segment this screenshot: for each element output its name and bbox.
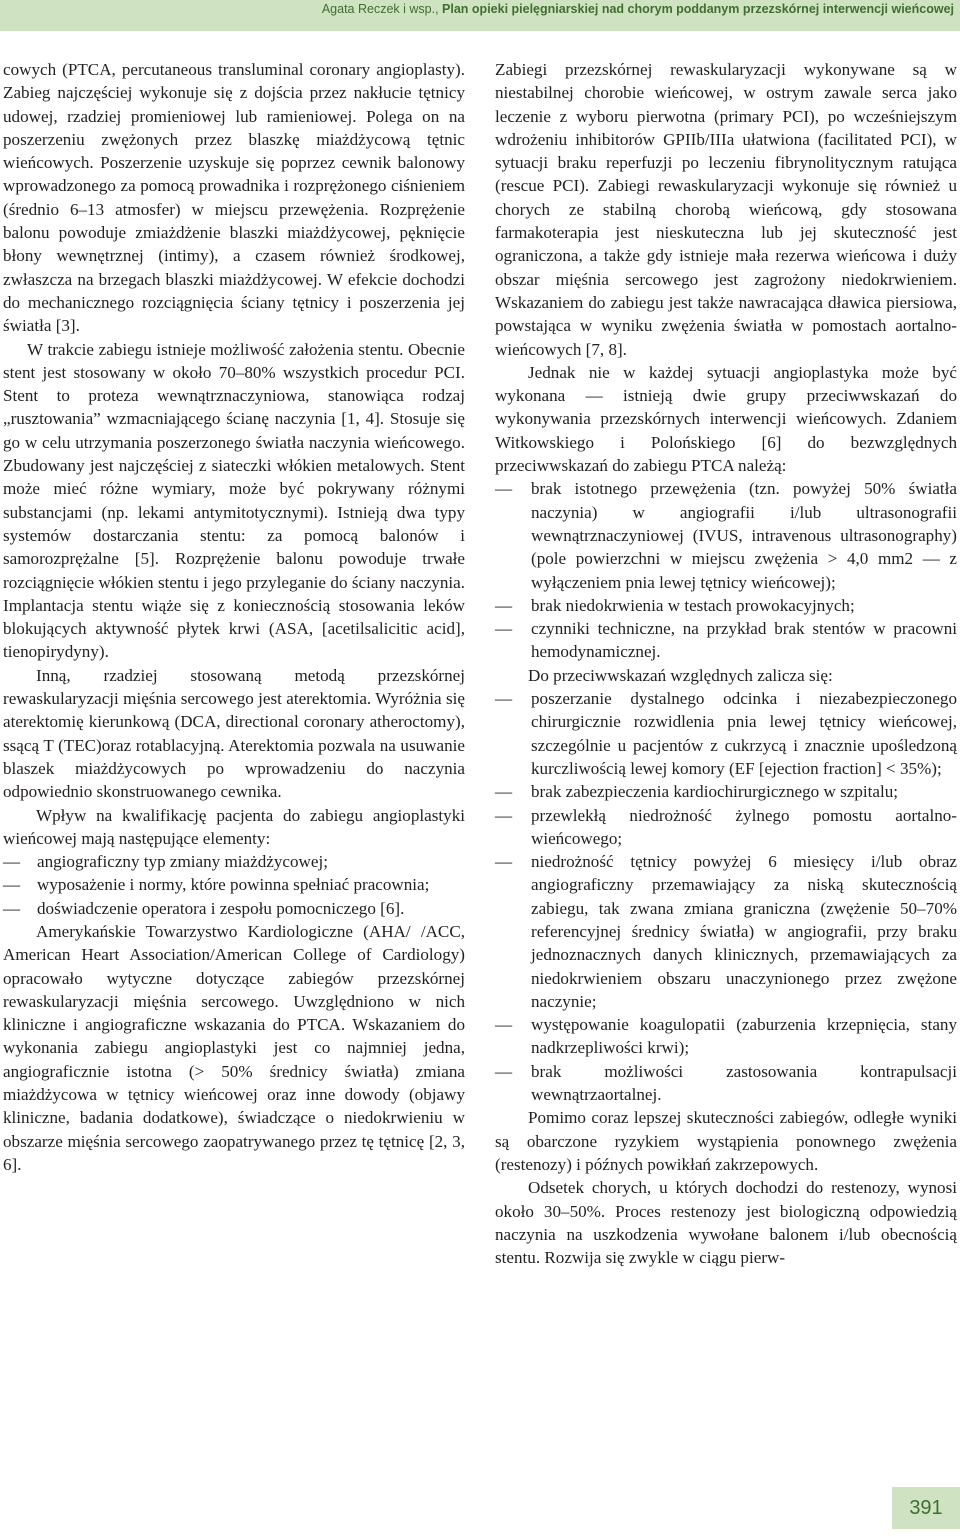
list-item-text: doświadczenie operatora i zespołu pomocniczego [6].: [37, 898, 405, 918]
list-item: [495, 617, 957, 664]
list-item: [3, 873, 465, 896]
list-item-text: angiograficzny typ zmiany miażdżycowej;: [37, 852, 328, 872]
header-authors: Agata Reczek i wsp.,: [321, 2, 439, 16]
list-item-text: brak niedokrwienia w testach prowokacyjnych;: [531, 595, 855, 615]
page-number: 391: [892, 1487, 960, 1529]
paragraph: Zabiegi przezskórnej rewaskularyzacji wykonywane są w niestabilnej chorobie wieńcowej, w ostrym zawale serca jako leczenie z wyboru pierwotna (primary PCI), po wcześniejszym wdrożeniu inhibitorów GPIIb/IIIa ułatwiona (facilitated PCI), w sytuacji braku reperfuzji po leczeniu fibrynolitycznym ratująca (rescue PCI). Zabiegi rewaskularyzacji wykonuje się również u chorych ze stabilną chorobą wieńcową, gdy stosowana farmakoterapia jest nieskuteczna lub jej skuteczność jest ograniczona, a także gdy istnieje mała rezerwa wieńcowa i duży obszar mięśnia sercowego jest zagrożony niedokrwieniem. Wskazaniem do zabiegu jest także nawracająca dławica piersiowa, powstająca w wyniku zwężenia światła w pomostach aortalno-wieńcowych [7, 8].: [495, 60, 957, 359]
dash-mark: —: [495, 1015, 513, 1035]
list-item-text: brak zabezpieczenia kardiochirurgicznego w szpitalu;: [531, 782, 899, 802]
list-item-text: czynniki techniczne, na przykład brak stentów w pracowni hemodynamicznej.: [531, 619, 957, 662]
dash-mark: —: [495, 479, 513, 499]
list-item: [3, 897, 465, 920]
paragraph: Odsetek chorych, u których dochodzi do restenozy, wynosi około 30–50%. Proces restenozy jest biologiczną odpowiedzią naczynia na uszkodzenia wywołane balonem i/lub obecnością stentu. Rozwija się zwykle w ciągu pierw-: [495, 1178, 957, 1268]
dash-mark: —: [495, 1061, 513, 1081]
paragraph: Do przeciwwskazań względnych zalicza się:: [528, 665, 833, 685]
dash-mark: —: [495, 689, 513, 709]
paragraph: Jednak nie w każdej sytuacji angioplastyka może być wykonana — istnieją dwie grupy przeciwwskazań do wykonywania przezskórnych interwencji wieńcowych. Zdaniem Witkowskiego i Polońskiego [6] do bezwzględnych przeciwwskazań do zabiegu PTCA należą:: [495, 362, 957, 476]
header-title: Plan opieki pielęgniarskiej nad chorym poddanym przezskórnej interwencji wieńcowej: [442, 2, 954, 16]
list-item-text: brak istotnego przewężenia (tzn. powyżej 50% światła naczynia) w angiografii i/lub ultrasonografii wewnątrznaczyniowej (IVUS, intravenous ultrasonography) (pole powierzchni w miejscu zwężenia > 4,0 mm2 — z wyłączeniem pnia lewej tętnicy wieńcowej);: [531, 479, 957, 592]
paragraph: cowych (PTCA, percutaneous transluminal coronary angioplasty). Zabieg najczęściej wykonuje się z dojścia przez nakłucie tętnicy udowej, rzadziej promieniowej lub ramieniowej. Polega on na poszerzeniu zwężonych przez blaszkę miażdżycową tętnic wieńcowych. Poszerzenie uzyskuje się poprzez cewnik balonowy wprowadzonego za pomocą prowadnika i rozprężonego ciśnieniem (średnio 6–13 atmosfer) w miejscu przewężenia. Rozprężenie balonu powoduje zmiażdżenie blaszki miażdżycowej, pęknięcie błony wewnętrznej (intimy), a czasem również środkowej, zwłaszcza na brzegach blaszki miażdżycowej. W efekcie dochodzi do mechanicznego rozciągnięcia ściany tętnicy i poszerzenia jej światła [3].: [3, 60, 465, 336]
dash-mark: —: [3, 898, 21, 918]
list-item-text: wyposażenie i normy, które powinna spełniać pracownia;: [37, 875, 430, 895]
list-item-text: przewlekłą niedrożność żylnego pomostu aortalno-wieńcowego;: [531, 805, 957, 848]
list-item: [495, 594, 957, 617]
dash-mark: —: [495, 595, 513, 615]
list-item: [495, 804, 957, 851]
list-item: [495, 850, 957, 1013]
paragraph: Amerykańskie Towarzystwo Kardiologiczne (AHA/ /ACC, American Heart Association/American College of Cardiology) opracowało wytyczne dotyczące zabiegów przezskórnej rewaskularyzacji mięśnia sercowego. Uwzględniono w nich kliniczne i angiograficzne wskazania do PTCA. Wskazaniem do wykonania zabiegu angioplastyki jest co najmniej jedna, angiograficznie istotna (> 50% średnicy światła) zmiana miażdżycowa w tętnicy wieńcowej oraz inne dowody (objawy kliniczne, badania dodatkowe), świadczące o niedokrwieniu w obszarze mięśnia sercowego zaopatrywanego przez tę tętnicę [2, 3, 6].: [3, 921, 465, 1174]
paragraph: Pomimo coraz lepszej skuteczności zabiegów, odległe wyniki są obarczone ryzykiem wystąpienia ponownego zwężenia (restenozy) i późnych powikłań zakrzepowych.: [495, 1108, 957, 1174]
list-item-text: brak możliwości zastosowania kontrapulsacji wewnątrzaortalnej.: [531, 1061, 957, 1105]
list-item: [3, 850, 465, 873]
paragraph: W trakcie zabiegu istnieje możliwość założenia stentu. Obecnie stent jest stosowany w około 70–80% wszystkich procedur PCI. Stent to proteza wewnątrznaczyniowa, stanowiąca rodzaj „rusztowania” wzmacniającego ścianę naczynia [1, 4]. Stosuje się go w celu utrzymania poszerzonego światła naczynia wieńcowego. Zbudowany jest najczęściej z siateczki włókien metalowych. Stent może mieć różne wymiary, może być pokrywany różnymi substancjami (np. lekami antymitotycznymi). Istnieją dwa typy systemów dostarczania stentu: za pomocą balonów i samorozprężalne [5]. Rozprężenie balonu powoduje trwałe rozciągnięcie włókien stentu i jego przyleganie do ściany naczynia. Implantacja stentu wiąże się z koniecznością stosowania leków blokujących aktywność płytek krwi (ASA, [acetilsalicitic acid], tienopirydyny).: [3, 339, 465, 662]
list-item: [495, 780, 957, 803]
right-column: [495, 58, 957, 1269]
paragraph: Wpływ na kwalifikację pacjenta do zabiegu angioplastyki wieńcowej mają następujące elementy:: [3, 805, 465, 848]
list-item: [495, 1060, 957, 1107]
list-item: [495, 477, 957, 593]
list-item: [495, 1013, 957, 1060]
running-header: [0, 0, 960, 31]
list-item: [495, 687, 957, 780]
dash-mark: —: [3, 875, 21, 895]
list-item-text: występowanie koagulopatii (zaburzenia krzepnięcia, stany nadkrzepliwości krwi);: [531, 1015, 957, 1058]
dash-mark: —: [495, 852, 513, 872]
dash-mark: —: [3, 852, 21, 872]
paragraph: Inną, rzadziej stosowaną metodą przezskórnej rewaskularyzacji mięśnia sercowego jest aterektomia. Wyróżnia się aterektomię kierunkową (DCA, directional coronary atheroctomy), ssącą T (TEC)oraz rotablacyjną. Aterektomia pozwala na usuwanie blaszek miażdżycowych po wprowadzeniu do naczynia odpowiednio skonstruowanego cewnika.: [3, 665, 465, 802]
dash-mark: —: [495, 782, 513, 802]
dash-mark: —: [495, 619, 513, 639]
left-column: [3, 58, 465, 1176]
list-item-text: niedrożność tętnicy powyżej 6 miesięcy i/lub obraz angiograficzny przemawiający za niską skutecznością zabiegu, tak zwana zmiana graniczna (zwężenie 50–70% referencyjnej średnicy światła) w angiografii, przy braku jednoznacznych danych klinicznych, przemawiających za niedokrwieniem obszaru unaczynionego przez zwężone naczynie;: [531, 852, 957, 1011]
list-item-text: poszerzanie dystalnego odcinka i niezabezpieczonego chirurgicznie rozwidlenia pnia lewej tętnicy wieńcowej, szczególnie u pacjentów z cukrzycą i znacznie upośledzoną kurczliwością lewej komory (EF [ejection fraction] < 35%);: [531, 689, 957, 778]
dash-mark: —: [495, 805, 513, 825]
running-header-text: [322, 2, 954, 16]
